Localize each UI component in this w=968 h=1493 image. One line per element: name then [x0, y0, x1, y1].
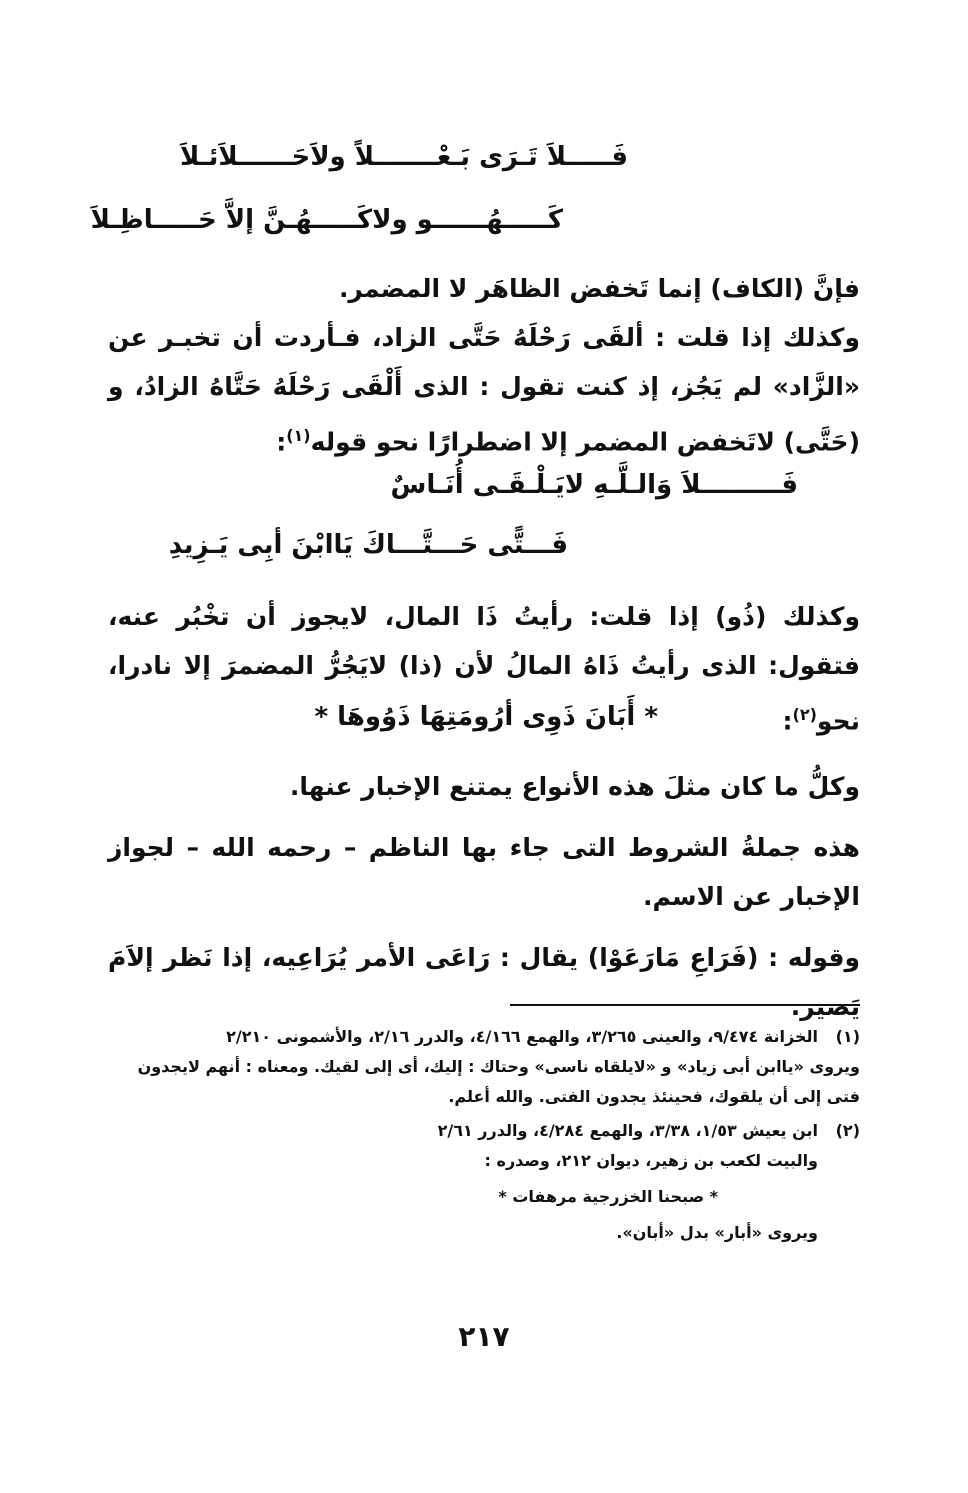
body-block-1	[108, 264, 860, 466]
paragraph-1: فإنَّ (الكاف) إنما تَخفض الظاهَر لا المضمر.	[338, 274, 860, 303]
footnote-ref-1[interactable]: (١)	[286, 426, 311, 445]
footnote-number: (٢)	[835, 1121, 860, 1140]
paragraph-5: هذه جملةُ الشروط التى جاء بها الناظم – رحمه الله – لجواز الإخبار عن الاسم.	[108, 833, 860, 911]
paragraph-2-colon: :	[276, 427, 287, 457]
footnotes	[108, 1022, 860, 1248]
paragraph-2	[108, 313, 860, 466]
footnote-body	[108, 1116, 818, 1248]
footnote-line: فتى إلى أن يلقوك، فحينئذ يجدون الفتى. والله أعلم.	[448, 1087, 860, 1106]
footnote-ref-2[interactable]: (٢)	[792, 705, 817, 724]
verse-line-4: فَـــتًّى حَـــتَّـــاكَ يَاابْنَ أبِى يَـزِيدِ	[168, 530, 568, 560]
paragraph-4: وكلُّ ما كان مثلَ هذه الأنواع يمتنع الإخبار عنها.	[289, 772, 860, 801]
footnote-number: (١)	[835, 1027, 860, 1046]
paragraph-2-text: وكذلك إذا قلت : ألقَى رَحْلَهُ حَتَّى الزاد، فـأردت أن تخبـر عن «الزَّاد» لم يَجُز، إذ كنت تقول : الذى أَلْقَى رَحْلَهُ حَتَّاهُ الزادُ، و (حَتَّى) لاتَخفض المضمر إلا اضطرارًا نحو قوله	[108, 323, 860, 457]
verse-line-2: كَـــــهُــــــو ولاكَـــــهُـنَّ إلاَّ حَـــــاظِـلاَ	[90, 205, 563, 235]
body-block-3	[108, 762, 860, 1031]
verse-line-1: فَـــــلاَ تَـرَى بَـعْـــــــلاً ولاَحَــــــلاَئـلاَ	[180, 142, 628, 172]
footnote-separator	[510, 1004, 860, 1006]
footnote-line: ابن يعيش ١/٥٣، ٣/٣٨، والهمع ٤/٢٨٤، والدرر ٢/٦١	[437, 1121, 818, 1140]
footnote-2	[108, 1116, 860, 1248]
paragraph-3-colon: :	[782, 706, 793, 736]
footnote-body	[108, 1022, 860, 1112]
footnote-line: ويروى «ياابن أبى زياد» و «لايلقاه ناسى» وحتاك : إليك، أى إلى لقيك. ومعناه : أنهم لايجدون	[137, 1057, 860, 1076]
paragraph-3-text: وكذلك (ذُو) إذا قلت: رأيتُ ذَا المال، لايجوز أن تخْبُر عنه، فتقول: الذى رأيتُ ذَاهُ المالُ لأن (ذا) لايَجُرُّ المضمرَ إلا نادرا، نحو	[108, 602, 860, 736]
footnote-verse: * صبحنا الخزرجية مرهفات *	[498, 1187, 718, 1206]
footnote-1	[108, 1022, 860, 1112]
verse-line-5: * أَبَانَ ذَوِى أرُومَتِهَا ذَوُوهَا *	[314, 702, 658, 732]
paragraph-6: وقوله : (فَرَاعِ مَارَعَوْا) يقال : رَاعَى الأمر يُرَاعِيه، إذا نَظر إلاَمَ يَصير.	[108, 943, 860, 1021]
page-number: ٢١٧	[458, 1320, 510, 1353]
verse-line-3: فَـــــــــلاَ وَالـلَّـهِ لايَـلْـقَـى أُنَـاسٌ	[390, 470, 798, 500]
footnote-line: والبيت لكعب بن زهير، ديوان ٢١٢، وصدره :	[484, 1151, 818, 1170]
footnote-line: الخزانة ٩/٤٧٤، والعينى ٣/٢٦٥، والهمع ٤/١٦٦، والدرر ٢/١٦، والأشمونى ٢/٢١٠	[226, 1027, 818, 1046]
footnote-line: ويروى «أبار» بدل «أبان».	[616, 1223, 818, 1242]
